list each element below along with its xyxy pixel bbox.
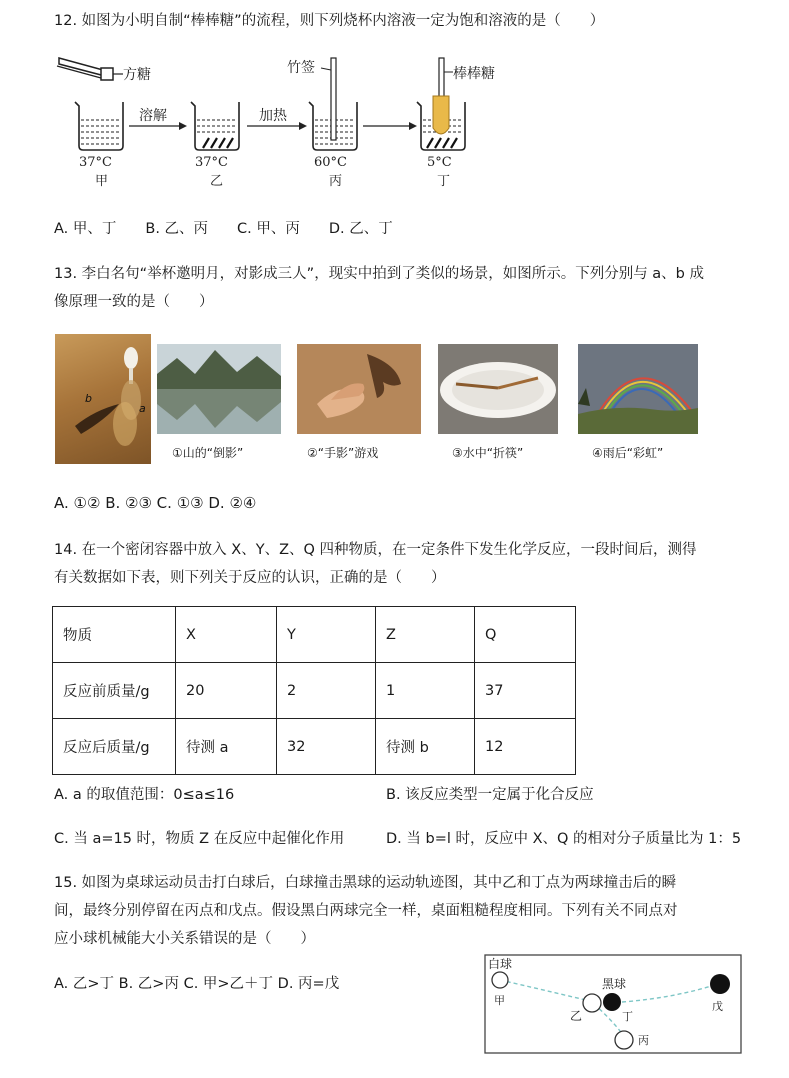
black-ball-label: 黑球	[602, 977, 627, 991]
black-ball-collision	[603, 993, 621, 1011]
label-b: b	[85, 392, 92, 405]
table-cell: 2	[277, 663, 376, 719]
q13-stem-line2: 像原理一致的是（ ）	[54, 294, 214, 310]
table-cell: 20	[176, 663, 277, 719]
caption-3: ③水中“折筷”	[452, 446, 524, 460]
q14-stem-line1: 14. 在一个密闭容器中放入 X、Y、Z、Q 四种物质，在一定条件下发生化学反应，一段时间后，测得	[54, 542, 697, 558]
arrow-heat-label: 加热	[259, 108, 287, 124]
q14-option-c: C. 当 a=15 时，物质 Z 在反应中起催化作用	[54, 831, 345, 847]
table-cell: 反应前质量/g	[53, 663, 176, 719]
table-cell: 1	[376, 663, 475, 719]
black-ball-rest	[710, 974, 730, 994]
table-cell: Y	[277, 607, 376, 663]
q12-options: A. 甲、丁 B. 乙、丙 C. 甲、丙 D. 乙、丁	[54, 221, 393, 237]
q13-stem-line1: 13. 李白名句“举杯邀明月，对影成三人”，现实中拍到了类似的场景，如图所示。下列分别与 a、b 成	[54, 266, 704, 282]
bent-chopstick-photo	[438, 344, 558, 434]
white-ball-start	[492, 972, 508, 988]
mass-data-table	[52, 606, 576, 775]
rainbow-photo	[578, 344, 698, 434]
table-row	[53, 607, 576, 663]
table-cell: Z	[376, 607, 475, 663]
beaker-jia-name: 甲	[95, 174, 109, 189]
billiard-trajectory-figure	[484, 954, 744, 1056]
beaker-bing-name: 丙	[329, 174, 343, 189]
white-ball-label: 白球	[488, 957, 513, 971]
table-cell: Q	[475, 607, 576, 663]
mountain-reflection-photo	[157, 344, 281, 434]
q12-figure	[55, 44, 495, 194]
beaker-yi-name: 乙	[210, 174, 224, 189]
point-yi: 乙	[570, 1009, 583, 1023]
table-cell: 12	[475, 719, 576, 775]
label-a: a	[139, 402, 146, 415]
hand-shadow-photo	[297, 344, 421, 434]
table-cell: 待测 a	[176, 719, 277, 775]
table-cell: 37	[475, 663, 576, 719]
beaker-yi-temp: 37°C	[195, 155, 228, 170]
caption-2: ②“手影”游戏	[307, 446, 379, 460]
white-ball-rest	[615, 1031, 633, 1049]
q12-stem: 12. 如图为小明自制“棒棒糖”的流程，则下列烧杯内溶液一定为饱和溶液的是（ ）	[54, 13, 605, 29]
table-cell: 物质	[53, 607, 176, 663]
sugar-cube-label: 方糖	[123, 67, 151, 83]
point-bing: 丙	[638, 1034, 649, 1047]
beaker-ding-name: 丁	[437, 174, 451, 189]
table-row	[53, 719, 576, 775]
beaker-bing-temp: 60°C	[314, 155, 347, 170]
point-jia: 甲	[494, 994, 505, 1007]
table-row	[53, 663, 576, 719]
q15-stem-line1: 15. 如图为桌球运动员击打白球后，白球撞击黑球的运动轨迹图，其中乙和丁点为两球撞击后的瞬	[54, 875, 677, 891]
q15-stem-line2: 间，最终分别停留在丙点和戊点。假设黑白两球完全一样，桌面粗糙程度相同。下列有关不同点对	[54, 903, 678, 919]
table-cell: 反应后质量/g	[53, 719, 176, 775]
table-cell: 32	[277, 719, 376, 775]
tongs-icon	[57, 58, 123, 80]
point-wu: 戊	[712, 1000, 723, 1013]
lollipop-label: 棒棒糖	[453, 66, 495, 82]
q14-option-b: B. 该反应类型一定属于化合反应	[386, 787, 594, 803]
point-ding: 丁	[622, 1010, 633, 1023]
q13-options: A. ①② B. ②③ C. ①③ D. ②④	[54, 494, 257, 512]
q14-option-a: A. a 的取值范围：0≤a≤16	[54, 787, 235, 803]
q15-options: A. 乙>丁 B. 乙>丙 C. 甲>乙＋丁 D. 丙=戊	[54, 976, 340, 992]
white-ball-collision	[583, 994, 601, 1012]
stick-label: 竹签	[287, 60, 315, 76]
cup-shadow-photo	[55, 334, 151, 464]
arrow-dissolve-label: 溶解	[139, 108, 167, 124]
beaker-jia	[75, 102, 123, 150]
beaker-jia-temp: 37°C	[79, 155, 112, 170]
q15-stem-line3: 应小球机械能大小关系错误的是（ ）	[54, 931, 315, 947]
q14-option-d: D. 当 b=l 时，反应中 X、Q 的相对分子质量比为 1：5	[386, 831, 742, 847]
table-cell: 待测 b	[376, 719, 475, 775]
caption-1: ①山的“倒影”	[172, 446, 244, 460]
caption-4: ④雨后“彩虹”	[592, 446, 664, 460]
beaker-yi	[191, 102, 239, 150]
table-cell: X	[176, 607, 277, 663]
q14-stem-line2: 有关数据如下表，则下列关于反应的认识，正确的是（ ）	[54, 570, 446, 586]
beaker-bing	[309, 58, 357, 150]
beaker-ding-temp: 5°C	[427, 155, 452, 170]
